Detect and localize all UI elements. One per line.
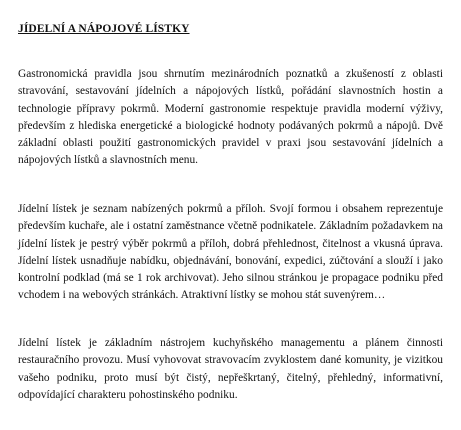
paragraph-line: vchodem i na webových stránkách. Atraktivní lístky se mohou stát suvenýrem… [18,289,386,302]
paragraph-gastronomic-rules [18,66,443,170]
paragraph-line: Gastronomická pravidla jsou shrnutím mezinárodních poznatků a zkušeností z oblasti [18,68,443,80]
paragraph-line: Jídelní lístek je seznam nabízených pokrmů a příloh. Svojí formou i obsahem reprezentuje [18,203,443,215]
paragraph-line: jídelní lístek je pestrý výběr pokrmů a příloh, dobrá přehlednost, čitelnost a vkusná úprava. [18,237,443,250]
paragraph-line: Jídelní lístek je základním nástrojem kuchyňského managementu a plánem činnosti [18,337,443,349]
paragraph-line: technologie přípravy pokrmů. Moderní gastronomie respektuje pravidla moderní výživy, [18,102,443,115]
document-title: JÍDELNÍ A NÁPOJOVÉ LÍSTKY [18,23,190,35]
paragraph-line: restauračního provozu. Musí vyhovovat stravovacím zvyklostem dané komunity, je vizitkou [18,354,443,367]
paragraph-line: stravování, sestavování jídelních a nápojových lístků, pořádání slavnostních hostin a [18,85,443,98]
paragraph-line: odpovídající charakteru pohostinského podniku. [18,388,238,401]
paragraph-line: především kuchaře, ale i ostatní zaměstnance včetně podnikatele. Základním požadavkem na [18,220,443,233]
paragraph-line: vašeho podniku, proto musí být čistý, nepřeškrtaný, čitelný, přehledný, informativní, [18,371,443,384]
paragraph-line: základní oblasti použití gastronomických pravidel v praxi jsou sestavování jídelních a [18,137,443,150]
paragraph-menu-management [18,335,443,404]
paragraph-menu-definition [18,201,443,305]
paragraph-line: především z hlediska energetické a biologické hodnoty podávaných pokrmů a nápojů. Dvě [18,119,443,132]
paragraph-line: nápojových lístků a slavnostních menu. [18,154,199,167]
paragraph-line: kontrolní podklad (má se 1 rok archivovat). Jeho silnou stránkou je propagace podniku před [18,272,443,285]
paragraph-line: Jídelní lístek usnadňuje nabídku, objednávání, bonování, expedici, zúčtování a slouží i jako [18,254,443,267]
